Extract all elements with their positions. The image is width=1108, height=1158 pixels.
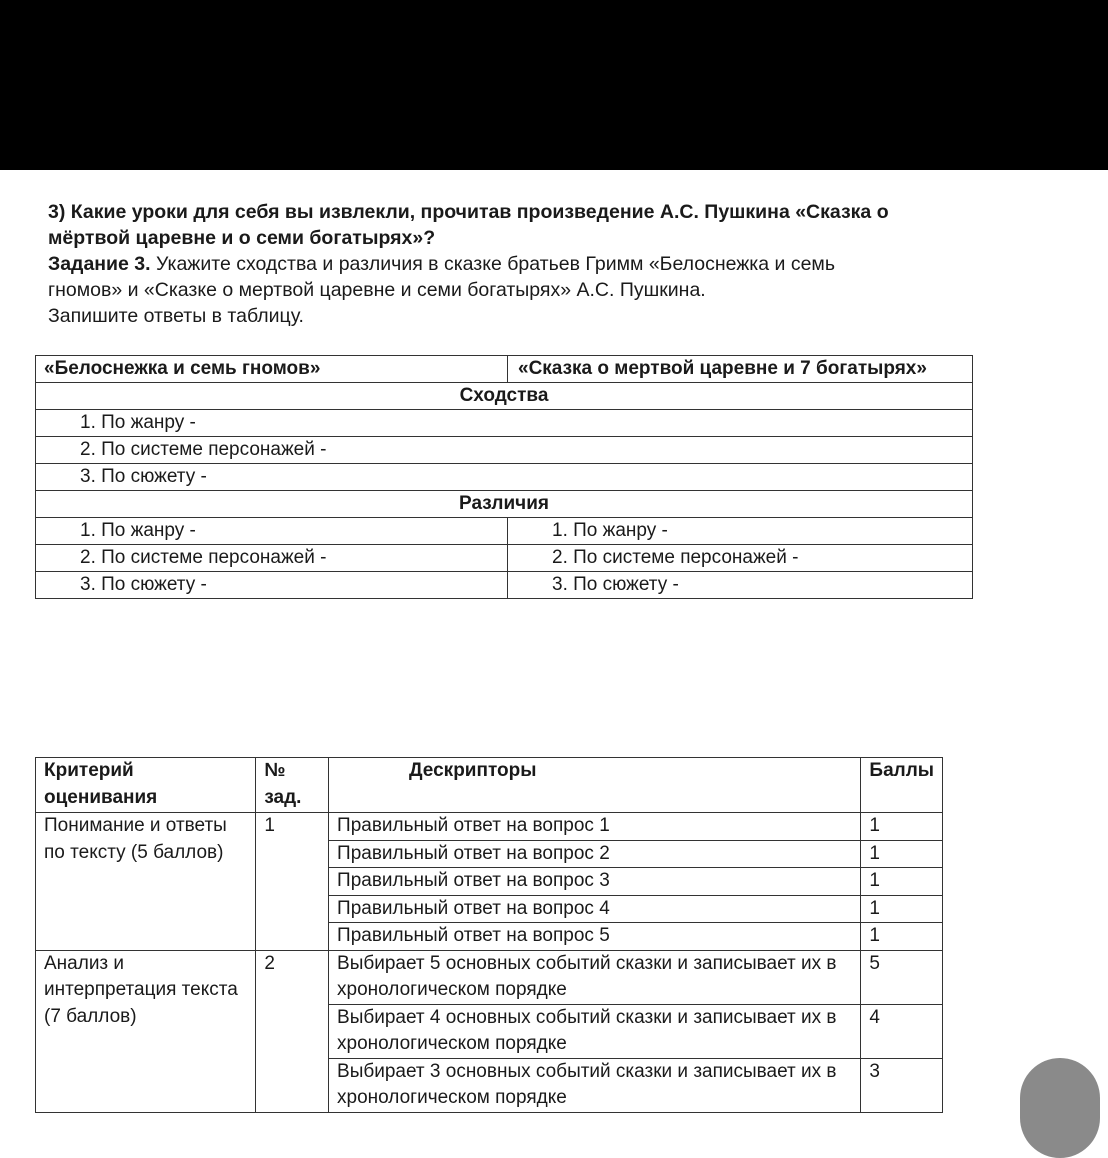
question-line-2: мёртвой царевне и о семи богатырях»? (48, 227, 436, 249)
points-cell: 4 (861, 1004, 943, 1058)
descriptor-cell: Выбирает 5 основных событий сказки и записывает их в хронологическом порядке (329, 950, 861, 1004)
descriptor-cell: Правильный ответ на вопрос 1 (329, 813, 861, 841)
floating-action-button[interactable] (1020, 1058, 1100, 1158)
difference-left: 2. По системе персонажей - (36, 545, 508, 572)
header-snow-white: «Белоснежка и семь гномов» (36, 356, 508, 383)
points-cell: 1 (861, 840, 943, 868)
header-points: Баллы (861, 758, 943, 813)
points-cell: 1 (861, 895, 943, 923)
descriptor-cell: Правильный ответ на вопрос 5 (329, 923, 861, 951)
points-cell: 5 (861, 950, 943, 1004)
top-black-bar (0, 0, 1108, 170)
comparison-table (35, 355, 973, 599)
criteria-header-row (36, 758, 943, 813)
task-line-1 (48, 251, 835, 277)
task-text: Укажите сходства и различия в сказке братьев Гримм «Белоснежка и семь (150, 253, 835, 275)
task-number-cell: 1 (256, 813, 329, 951)
header-criterion: Критерий оценивания (36, 758, 256, 813)
header-descriptors: Дескрипторы (329, 758, 861, 813)
criterion-cell: Понимание и ответы по тексту (5 баллов) (36, 813, 256, 951)
task-line-2: гномов» и «Сказке о мертвой царевне и семи богатырях» А.С. Пушкина. (48, 279, 706, 301)
header-dead-princess: «Сказка о мертвой царевне и 7 богатырях» (508, 356, 973, 383)
similarity-row: 3. По сюжету - (36, 464, 973, 491)
criterion-cell: Анализ и интерпретация текста (7 баллов) (36, 950, 256, 1112)
points-cell: 1 (861, 868, 943, 896)
difference-left: 3. По сюжету - (36, 572, 508, 599)
descriptor-cell: Выбирает 4 основных событий сказки и записывает их в хронологическом порядке (329, 1004, 861, 1058)
differences-title: Различия (36, 491, 973, 518)
difference-right: 3. По сюжету - (508, 572, 973, 599)
difference-right: 2. По системе персонажей - (508, 545, 973, 572)
question-line-1: 3) Какие уроки для себя вы извлекли, прочитав произведение А.С. Пушкина «Сказка о (48, 201, 889, 223)
descriptor-cell: Выбирает 3 основных событий сказки и записывает их в хронологическом порядке (329, 1058, 861, 1112)
header-task-number: № зад. (256, 758, 329, 813)
task-number-cell: 2 (256, 950, 329, 1112)
table-header-row (36, 356, 973, 383)
descriptor-cell: Правильный ответ на вопрос 3 (329, 868, 861, 896)
task-label: Задание 3. (48, 253, 151, 275)
similarity-row: 1. По жанру - (36, 410, 973, 437)
descriptor-cell: Правильный ответ на вопрос 2 (329, 840, 861, 868)
difference-right: 1. По жанру - (508, 518, 973, 545)
task-line-3: Запишите ответы в таблицу. (48, 305, 304, 327)
points-cell: 1 (861, 923, 943, 951)
difference-left: 1. По жанру - (36, 518, 508, 545)
criteria-table (35, 757, 943, 1113)
points-cell: 1 (861, 813, 943, 841)
similarity-row: 2. По системе персонажей - (36, 437, 973, 464)
points-cell: 3 (861, 1058, 943, 1112)
descriptor-cell: Правильный ответ на вопрос 4 (329, 895, 861, 923)
similarities-title: Сходства (36, 383, 973, 410)
